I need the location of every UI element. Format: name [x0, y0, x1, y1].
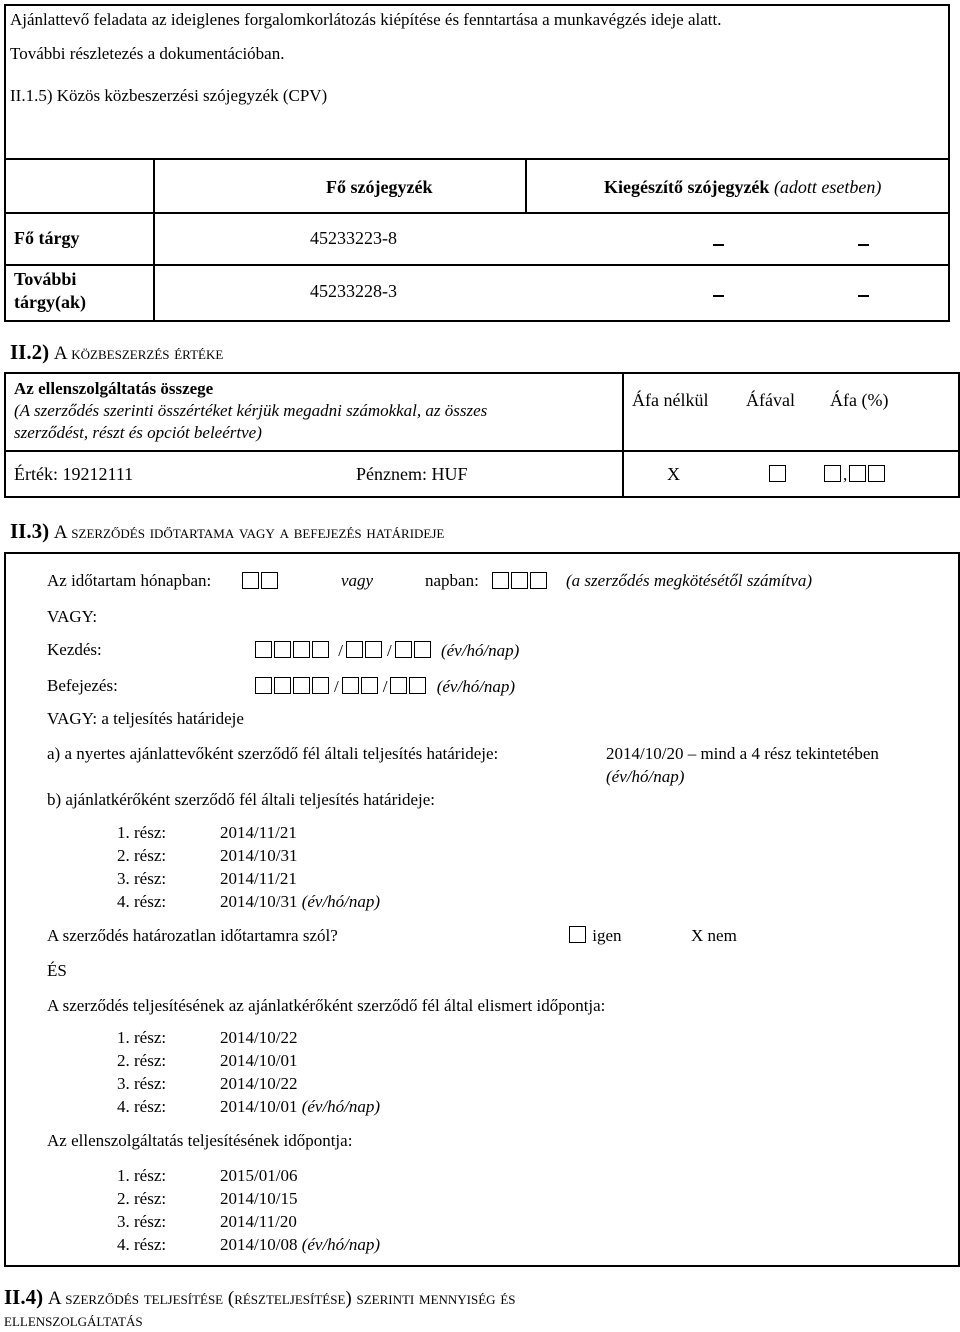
end-slash-2: / — [382, 677, 388, 696]
cpv-supplementary-header-note: (adott esetben) — [773, 177, 882, 197]
start-slash-1: / — [338, 641, 343, 660]
with-vat-checkbox[interactable] — [769, 465, 786, 482]
end-day-2[interactable] — [409, 677, 426, 694]
days-label: napban: — [425, 571, 479, 590]
list-item — [117, 1212, 297, 1232]
vat-percent-digit-3[interactable] — [868, 465, 885, 482]
part-date: 2014/10/01 — [220, 1097, 298, 1116]
cpv-additional-object-code: 45233228-3 — [310, 281, 397, 301]
part-label: 2. rész: — [117, 1189, 167, 1208]
deadline-line — [47, 709, 244, 729]
cpv-row1-border — [4, 264, 950, 266]
part-date: 2014/10/08 — [220, 1235, 298, 1254]
cpv-supplementary-header — [604, 177, 881, 198]
start-year-1[interactable] — [255, 641, 272, 658]
section-2-heading — [10, 340, 223, 365]
vat-fields — [769, 465, 887, 485]
part-date: 2014/10/22 — [220, 1074, 298, 1093]
end-date-fields — [255, 677, 515, 697]
end-day-1[interactable] — [390, 677, 407, 694]
and-label: ÉS — [47, 961, 67, 980]
part-date: 2014/10/01 — [220, 1051, 298, 1070]
end-month-2[interactable] — [361, 677, 378, 694]
list-item — [117, 1166, 297, 1186]
part-label: 2. rész: — [117, 1051, 167, 1070]
cpv-header-border — [4, 212, 950, 214]
start-year-3[interactable] — [293, 641, 310, 658]
consideration-heading: Az ellenszolgáltatás összege — [14, 379, 214, 398]
indefinite-no: X nem — [691, 926, 737, 945]
part-date: 2015/01/06 — [220, 1166, 298, 1185]
days-boxes — [492, 572, 549, 592]
payment-date-label: Az ellenszolgáltatás teljesítésének időpontja: — [47, 1131, 353, 1150]
cpv-left-border — [4, 158, 6, 322]
list-item — [117, 1189, 297, 1209]
section-4-number: II.4) — [4, 1285, 44, 1309]
cpv-row1-supp-empty-2 — [858, 244, 869, 246]
days-digit-2[interactable] — [511, 572, 528, 589]
list-item — [117, 823, 297, 843]
list-item — [117, 1074, 297, 1094]
start-day-2[interactable] — [414, 641, 431, 658]
consideration-note-1: (A szerződés szerinti összértéket kérjük megadni számokkal, az összes — [14, 401, 488, 420]
winner-deadline-label: a) a nyertes ajánlattevőként szerződő fél általi teljesítés határideje: — [47, 744, 499, 763]
value-amount: Érték: 19212111 — [14, 464, 134, 484]
section-4-heading — [4, 1285, 516, 1310]
list-item — [117, 869, 297, 889]
cpv-additional-object-label-1: További — [14, 269, 77, 289]
cpv-supplementary-header-label: Kiegészítő szójegyzék — [604, 177, 770, 197]
days-digit-1[interactable] — [492, 572, 509, 589]
currency: Pénznem: HUF — [356, 464, 468, 484]
end-month-1[interactable] — [342, 677, 359, 694]
list-item — [117, 1051, 297, 1071]
part-label: 3. rész: — [117, 1074, 167, 1093]
part-label: 4. rész: — [117, 1097, 167, 1116]
part-date: 2014/10/31 — [220, 846, 298, 865]
part-label: 1. rész: — [117, 1028, 167, 1047]
months-digit-2[interactable] — [261, 572, 278, 589]
months-label: Az időtartam hónapban: — [47, 571, 212, 590]
list-item — [117, 892, 380, 912]
cpv-right-border — [948, 158, 950, 322]
vat-percent-digit-2[interactable] — [849, 465, 866, 482]
part-label: 2. rész: — [117, 846, 167, 865]
months-boxes — [242, 572, 280, 592]
part-label: 4. rész: — [117, 1235, 167, 1254]
winner-deadline-format: (év/hó/nap) — [606, 767, 685, 786]
end-date-format: (év/hó/nap) — [436, 677, 516, 696]
value-table-divider — [622, 372, 624, 498]
part-label: 1. rész: — [117, 823, 167, 842]
start-date-format: (év/hó/nap) — [440, 641, 520, 660]
col-without-vat: Áfa nélkül — [632, 390, 709, 410]
part-label: 3. rész: — [117, 869, 167, 888]
start-year-2[interactable] — [274, 641, 291, 658]
months-digit-1[interactable] — [242, 572, 259, 589]
indefinite-yes-label: igen — [592, 926, 622, 945]
indefinite-yes — [569, 926, 622, 946]
part-date: 2014/10/31 — [220, 892, 298, 911]
cpv-section-title: II.1.5) Közös közbeszerzési szójegyzék (CPV) — [10, 86, 328, 105]
part-date: 2014/11/21 — [220, 869, 297, 888]
days-note: (a szerződés megkötésétől számítva) — [566, 571, 812, 590]
start-slash-2: / — [386, 641, 392, 660]
section-3-heading — [10, 519, 444, 544]
part-date-format: (év/hó/nap) — [301, 1235, 381, 1254]
part-date-format: (év/hó/nap) — [301, 1097, 381, 1116]
cpv-row1-supp-empty-1 — [713, 244, 724, 246]
end-year-2[interactable] — [274, 677, 291, 694]
end-year-1[interactable] — [255, 677, 272, 694]
start-label: Kezdés: — [47, 640, 102, 659]
end-year-3[interactable] — [293, 677, 310, 694]
part-date: 2014/10/15 — [220, 1189, 298, 1208]
part-date-format: (év/hó/nap) — [301, 892, 381, 911]
start-date-fields — [255, 641, 519, 661]
end-label: Befejezés: — [47, 676, 118, 695]
contracting-deadline-label: b) ajánlatkérőként szerződő fél általi teljesítés határideje: — [47, 790, 435, 809]
part-label: 4. rész: — [117, 892, 167, 911]
cpv-col-divider — [525, 158, 527, 214]
section-4-title-line1: A szerződés teljesítése (részteljesítése) szerinti mennyiség és — [47, 1288, 516, 1309]
or-label-2: VAGY: — [47, 709, 98, 728]
cpv-row2-supp-empty-2 — [858, 295, 869, 297]
section-4-title-line2: ellenszolgáltatás — [4, 1310, 143, 1331]
list-item — [117, 1097, 380, 1117]
part-date: 2014/10/22 — [220, 1028, 298, 1047]
part-label: 1. rész: — [117, 1166, 167, 1185]
deadline-label: a teljesítés határideje — [101, 709, 244, 728]
start-month-2[interactable] — [365, 641, 382, 658]
end-year-4[interactable] — [312, 677, 329, 694]
cpv-main-header: Fő szójegyzék — [326, 177, 433, 197]
list-item — [117, 846, 297, 866]
days-digit-3[interactable] — [530, 572, 547, 589]
section-3-number: II.3) — [10, 519, 50, 543]
vat-percent-comma: , — [843, 465, 848, 484]
part-date: 2014/11/20 — [220, 1212, 297, 1231]
start-year-4[interactable] — [312, 641, 329, 658]
without-vat-mark: X — [667, 464, 680, 484]
list-item — [117, 1028, 297, 1048]
consideration-note-2: szerződést, részt és opciót beleértve) — [14, 423, 262, 442]
cpv-main-object-label: Fő tárgy — [14, 228, 80, 248]
end-slash-1: / — [334, 677, 339, 696]
part-date: 2014/11/21 — [220, 823, 297, 842]
col-with-vat: Áfával — [746, 390, 795, 410]
cpv-label-divider — [153, 158, 155, 322]
indefinite-question: A szerződés határozatlan időtartamra szól? — [47, 926, 338, 945]
value-table-row-border — [4, 450, 960, 452]
accepted-date-label: A szerződés teljesítésének az ajánlatkérőként szerződő fél által elismert időpontja: — [47, 996, 606, 1015]
documentation-note: További részletezés a dokumentációban. — [10, 44, 285, 63]
cpv-additional-object-label-2: tárgy(ak) — [14, 292, 86, 312]
task-description: Ajánlattevő feladata az ideiglenes forgalomkorlátozás kiépítése és fenntartása a munkavégzés ideje alatt. — [10, 10, 722, 29]
cpv-table-top-border — [4, 158, 950, 160]
start-day-1[interactable] — [395, 641, 412, 658]
cpv-row2-supp-empty-1 — [713, 295, 724, 297]
vat-percent-digit-1[interactable] — [824, 465, 841, 482]
or-label-1: VAGY: — [47, 607, 98, 626]
part-label: 3. rész: — [117, 1212, 167, 1231]
cpv-main-object-code: 45233223-8 — [310, 228, 397, 248]
section-2-title: A közbeszerzés értéke — [53, 343, 224, 364]
indefinite-yes-checkbox[interactable] — [569, 926, 586, 943]
section-2-number: II.2) — [10, 340, 50, 364]
list-item — [117, 1235, 380, 1255]
cpv-table-bottom-border — [4, 320, 950, 322]
col-vat-percent: Áfa (%) — [830, 390, 889, 410]
or-word: vagy — [341, 571, 374, 590]
section-3-title: A szerződés időtartama vagy a befejezés határideje — [53, 522, 445, 543]
winner-deadline-value: 2014/10/20 – mind a 4 rész tekintetében — [606, 744, 879, 763]
start-month-1[interactable] — [346, 641, 363, 658]
